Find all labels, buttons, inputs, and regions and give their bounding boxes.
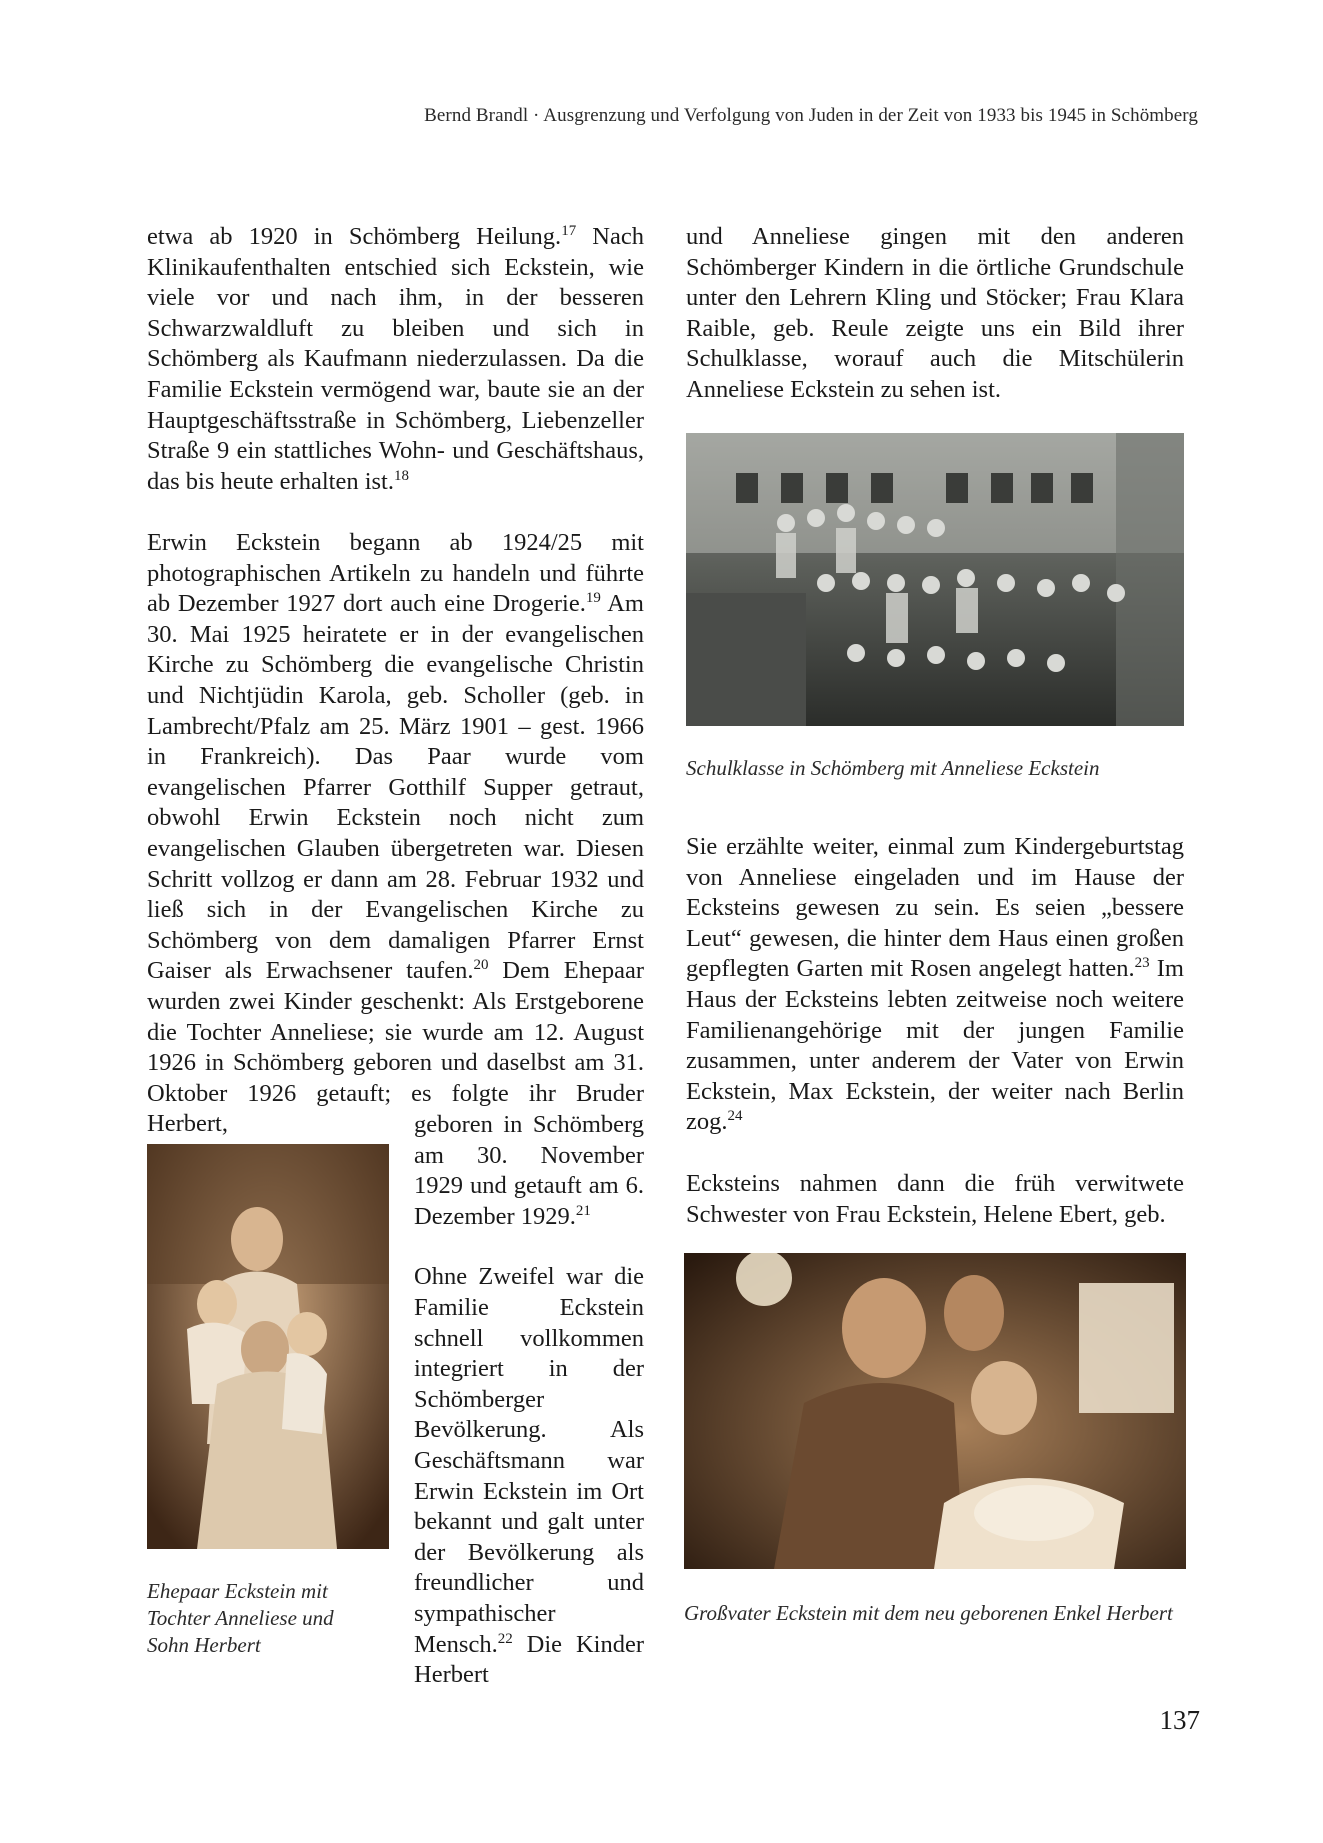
right-paragraph-2: Sie erzählte weiter, einmal zum Kindergeburtstag von Anneliese eingeladen und im Hause der Ecksteins gewesen zu sein. Es seien „bessere Leut“ gewesen, die hinter dem Haus einen großen gepflegten Garten mit Rosen angelegt hatten.$^{23}$ Im Haus der Ecksteins lebten zeitweise noch weitere Familienangehörige mit der jungen Familie zusammen, unter anderem der Vater von Erwin Eckstein, Max Eckstein, der weiter nach Berlin zog.$^{24}$ xyxy=(686,833,1184,1136)
footnote-ref[interactable]: 17 xyxy=(561,223,577,239)
page-number: 137 xyxy=(1159,1705,1200,1735)
left-narrow-text: geboren in Schömberg am 30. November 1929 und getauft am 6. Dezember 1929.21 Ohne Zweifel war die Familie Eckstein schnell vollkommen integriert in der Schömberger Bevölkerung. Als Geschäftsmann war Erwin Eckstein im Ort bekannt und galt unter der Bevölkerung als freundlicher und sympathischer Mensch.$^{22}$ Die Kinder Herbert xyxy=(414,1111,644,1689)
grandfather-photo-caption: Großvater Eckstein mit dem neu geborenen Enkel Herbert xyxy=(684,1601,1173,1625)
school-class-photo xyxy=(686,433,1184,726)
footnote-ref[interactable]: 24 xyxy=(727,1108,743,1125)
footnote-ref[interactable]: 23 xyxy=(1134,955,1150,972)
footnote-ref[interactable]: 21 xyxy=(575,1202,591,1219)
footnote-ref[interactable]: 19 xyxy=(585,590,601,607)
right-paragraph-3: Ecksteins nahmen dann die früh verwitwete Schwester von Frau Eckstein, Helene Ebert, geb. xyxy=(686,1170,1184,1228)
right-paragraph-1: und Anneliese gingen mit den anderen Schömberger Kindern in die örtliche Grundschule unter den Lehrern Kling und Stöcker; Frau Klara Raible, geb. Reule zeigte uns ein Bild ihrer Schulklasse, worauf auch die Mitschülerin Anneliese Eckstein zu sehen ist. xyxy=(686,223,1184,403)
grandfather-photo xyxy=(684,1253,1186,1569)
left-paragraph-2: Erwin Eckstein begann ab 1924/25 mit photographischen Artikeln zu handeln und führte ab Dezember 1927 dort auch eine Drogerie.$^{19}$ Am 30. Mai 1925 heiratete er in der evangelischen Kirche zu Schömberg die evangelische Christin und Nichtjüdin Karola, geb. Scholler (geb. in Lambrecht/Pfalz am 25. März 1901 – gest. 1966 in Frankreich). Das Paar wurde vom evangelischen Pfarrer Gotthilf Supper getraut, obwohl Erwin Eckstein noch nicht zum evangelischen Glauben übergetreten war. Diesen Schritt vollzog er dann am 28. Februar 1932 und ließ sich in der Evangelischen Kirche zu Schömberg von dem damaligen Pfarrer Ernst Gaiser als Erwachsener taufen.$^{20}$ Dem Ehepaar wurden zwei Kinder geschenkt: Als Erstgeborene die Tochter Anneliese; sie wurde am 12. August 1926 in Schömberg geboren und daselbst am 31. Oktober 1926 getauft; es folgte ihr Bruder Herbert, xyxy=(147,529,644,1138)
family-photo xyxy=(147,1144,389,1549)
running-header: Bernd Brandl · Ausgrenzung und Verfolgung von Juden in der Zeit von 1933 bis 1945 in Schömberg xyxy=(424,105,1198,126)
left-paragraph-1: etwa ab 1920 in Schömberg Heilung.$^{17}$ Nach Klinikaufenthalten entschied sich Eckstein, wie viele vor und nach ihm, in der besseren Schwarzwaldluft zu bleiben und sich in Schömberg als Kaufmann niederzulassen. Da die Familie Eckstein vermögend war, baute sie an der Hauptgeschäftsstraße in Schömberg, Liebenzeller Straße 9 ein stattliches Wohn- und Geschäftshaus, das bis heute erhalten ist.$^{18}$ xyxy=(147,223,644,495)
footnote-ref[interactable]: 20 xyxy=(473,957,489,974)
footnote-ref[interactable]: 18 xyxy=(393,467,409,484)
footnote-ref[interactable]: 22 xyxy=(497,1630,513,1647)
school-class-caption: Schulklasse in Schömberg mit Anneliese Eckstein xyxy=(686,756,1100,780)
family-photo-caption: Ehepaar Eckstein mit Tochter Anneliese und Sohn Herbert xyxy=(147,1579,334,1657)
